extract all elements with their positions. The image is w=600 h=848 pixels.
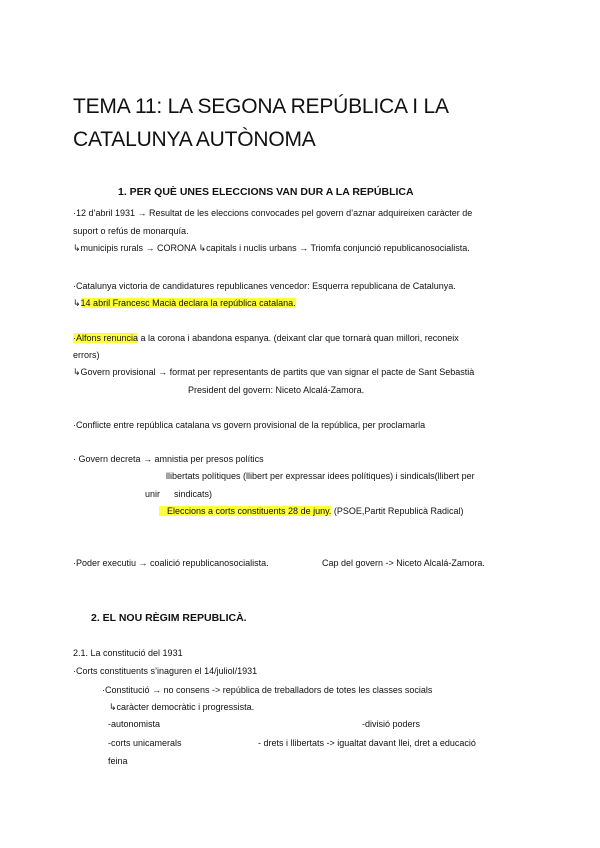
section-2-line-6: feina [108, 756, 128, 766]
subsection-2-1-title: 2.1. La constitució del 1931 [73, 648, 183, 658]
highlight-alfons: Alfons renuncia [76, 333, 139, 343]
page-title-line-2: CATALUNYA AUTÒNOMA [73, 128, 316, 151]
section-2-line-5b: - drets i llibertats -> igualtat davant llei, dret a educació [258, 738, 476, 748]
paragraph-4-line-1: ·Conflicte entre república catalana vs govern provisional de la república, per proclamarla [73, 420, 426, 430]
paragraph-5-line-1: · Govern decreta → amnistia per presos polítics [73, 454, 264, 464]
highlight-eleccions: Eleccions a corts constituents 28 de juny. [159, 506, 331, 516]
bullet-dot: · [73, 333, 76, 343]
paragraph-5-after: (PSOE,Partit Republicà Radical) [331, 506, 464, 516]
section-2-line-2: ·Constitució → no consens -> república de treballadors de totes les classes socials [102, 685, 433, 695]
paragraph-3-line-1 [73, 332, 459, 344]
paragraph-5-unir: unir [145, 489, 161, 499]
paragraph-5-line-2: llibertats polítiques (llibert per expressar idees polítiques) i sindicals(llibert per [166, 471, 475, 481]
paragraph-5-line-3: sindicats) [174, 489, 213, 499]
paragraph-1-line-3: ↳municipis rurals → CORONA ↳capitals i nuclis urbans → Triomfa conjunció republicanosocialista. [73, 243, 470, 253]
section-2-heading: 2. EL NOU RÈGIM REPUBLICÀ. [91, 612, 247, 624]
paragraph-3-line-4: President del govern: Niceto Alcalá-Zamora. [188, 385, 365, 395]
paragraph-6-left: ·Poder executiu → coalició republicanosocialista. [73, 558, 269, 568]
section-2-line-4b: -divisió poders [362, 719, 421, 729]
paragraph-2-line-2 [73, 297, 296, 309]
paragraph-1-line-1: ·12 d’abril 1931 → Resultat de les eleccions convocades pel govern d’aznar adquireixen caràcter de [73, 208, 473, 218]
highlight-macia: 14 abril Francesc Macià declara la república catalana. [80, 298, 296, 308]
paragraph-2-line-1: ·Catalunya victoria de candidatures republicanes vencedor: Esquerra republicana de Catalunya. [73, 281, 456, 291]
section-1-heading: 1. PER QUÈ UNES ELECCIONS VAN DUR A LA REPÚBLICA [118, 186, 414, 198]
section-2-line-1: ·Corts constituents s’inaguren el 14/juliol/1931 [73, 666, 258, 676]
section-2-line-3: ↳caràcter democràtic i progressista. [109, 702, 255, 712]
page-title-line-1: TEMA 11: LA SEGONA REPÚBLICA I LA [73, 95, 449, 118]
paragraph-5-line-4 [159, 505, 463, 517]
section-2-line-4a: -autonomista [108, 719, 161, 729]
paragraph-6-right: Cap del govern -> Niceto Alcalá-Zamora. [322, 558, 485, 568]
sub-arrow: ↳ [73, 298, 81, 308]
paragraph-3-rest: a la corona i abandona espanya. (deixant clar que tornarà quan millori, reconeix [138, 333, 459, 343]
paragraph-3-line-2: errors) [73, 350, 100, 360]
paragraph-3-line-3: ↳Govern provisional → format per representants de partits que van signar el pacte de Sant Sebastià [73, 367, 475, 377]
paragraph-1-line-2: suport o refús de monarquía. [73, 226, 189, 236]
section-2-line-5a: -corts unicamerals [108, 738, 182, 748]
